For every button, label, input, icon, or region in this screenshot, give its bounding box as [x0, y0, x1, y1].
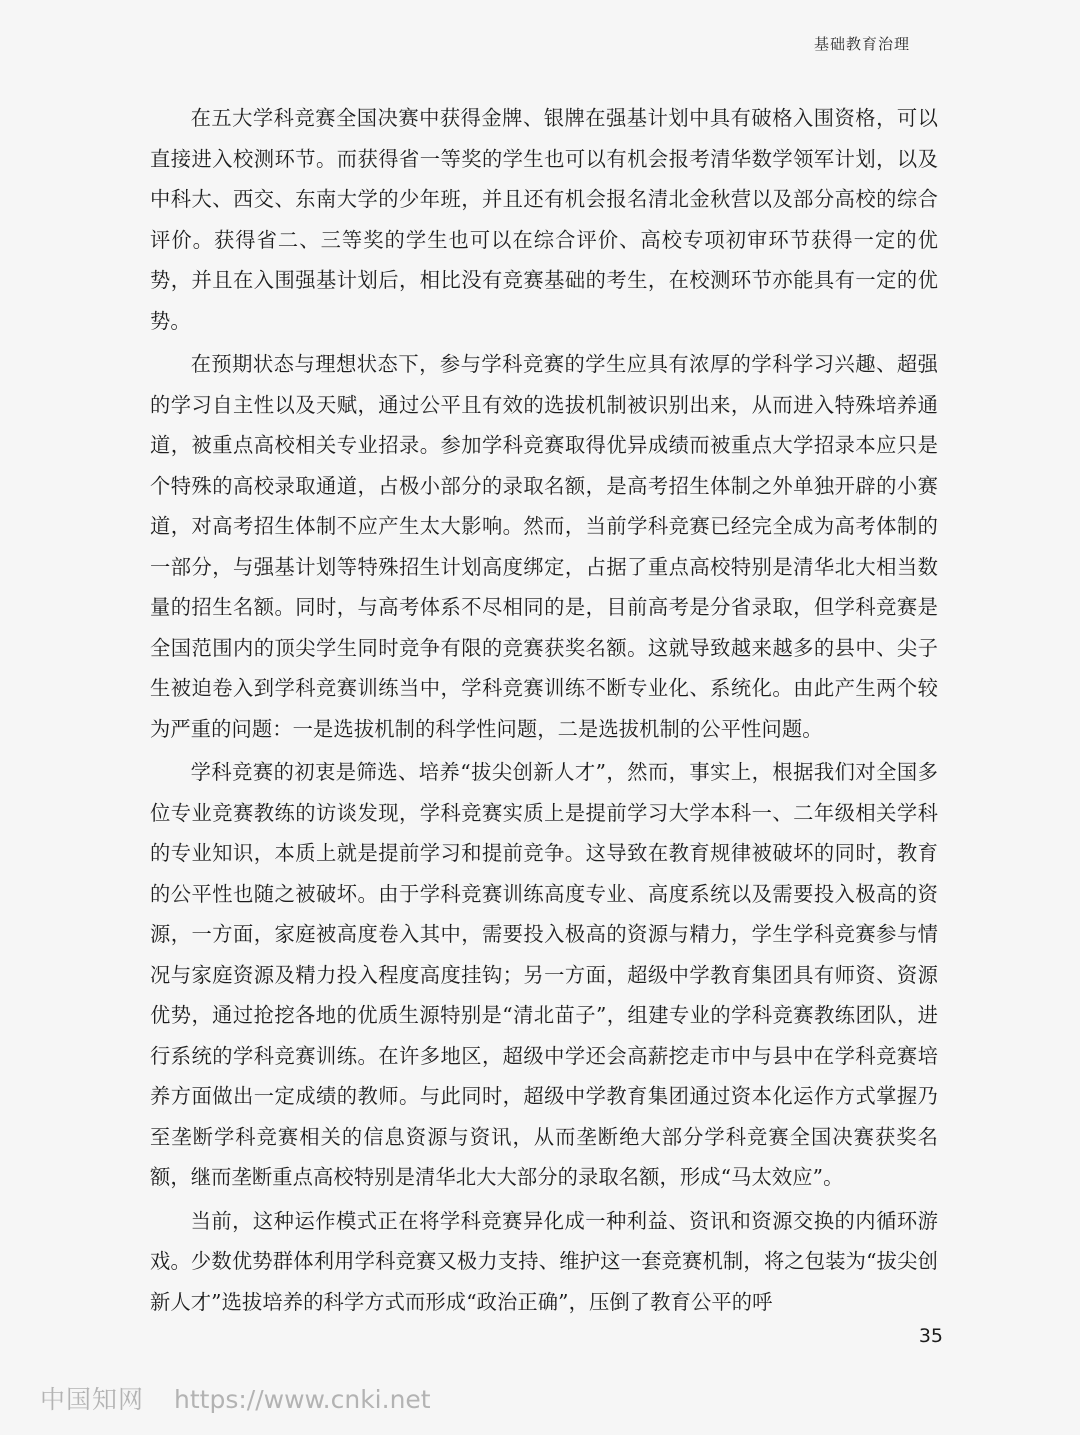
cnki-watermark: [40, 1380, 431, 1416]
page-number: 35: [918, 1325, 943, 1347]
paragraph-3: 学科竞赛的初衷是筛选、培养“拔尖创新人才”，然而，事实上，根据我们对全国多位专业竞赛教练的访谈发现，学科竞赛实质上是提前学习大学本科一、二年级相关学科的专业知识，本质上就是提前学习和提前竞争。这导致在教育规律被破坏的同时，教育的公平性也随之被破坏。由于学科竞赛训练高度专业、高度系统以及需要投入极高的资源，一方面，家庭被高度卷入其中，需要投入极高的资源与精力，学生学科竞赛参与情况与家庭资源及精力投入程度高度挂钩；另一方面，超级中学教育集团具有师资、资源优势，通过抢挖各地的优质生源特别是“清北苗子”，组建专业的学科竞赛教练团队，进行系统的学科竞赛训练。在许多地区，超级中学还会高薪挖走市中与县中在学科竞赛培养方面做出一定成绩的教师。与此同时，超级中学教育集团通过资本化运作方式掌握乃至垄断学科竞赛相关的信息资源与资讯，从而垄断绝大部分学科竞赛全国决赛获奖名额，继而垄断重点高校特别是清华北大大部分的录取名额，形成“马太效应”。: [150, 760, 938, 1189]
watermark-brand: 中国知网: [40, 1385, 145, 1414]
watermark-url[interactable]: https://www.cnki.net: [174, 1385, 431, 1414]
paragraph-2: 在预期状态与理想状态下，参与学科竞赛的学生应具有浓厚的学科学习兴趣、超强的学习自主性以及天赋，通过公平且有效的选拔机制被识别出来，从而进入特殊培养通道，被重点高校相关专业招录。参加学科竞赛取得优异成绩而被重点大学招录本应只是个特殊的高校录取通道，占极小部分的录取名额，是高考招生体制之外单独开辟的小赛道，对高考招生体制不应产生太大影响。然而，当前学科竞赛已经完全成为高考体制的一部分，与强基计划等特殊招生计划高度绑定，占据了重点高校特别是清华北大相当数量的招生名额。同时，与高考体系不尽相同的是，目前高考是分省录取，但学科竞赛是全国范围内的顶尖学生同时竞争有限的竞赛获奖名额。这就导致越来越多的县中、尖子生被迫卷入到学科竞赛训练当中，学科竞赛训练不断专业化、系统化。由此产生两个较为严重的问题：一是选拔机制的科学性问题，二是选拔机制的公平性问题。: [150, 352, 938, 741]
paragraph-1: 在五大学科竞赛全国决赛中获得金牌、银牌在强基计划中具有破格入围资格，可以直接进入校测环节。而获得省一等奖的学生也可以有机会报考清华数学领军计划，以及中科大、西交、东南大学的少年班，并且还有机会报名清北金秋营以及部分高校的综合评价。获得省二、三等奖的学生也可以在综合评价、高校专项初审环节获得一定的优势，并且在入围强基计划后，相比没有竞赛基础的考生，在校测环节亦能具有一定的优势。: [150, 106, 938, 333]
paragraph-4: 当前，这种运作模式正在将学科竞赛异化成一种利益、资讯和资源交换的内循环游戏。少数优势群体利用学科竞赛又极力支持、维护这一套竞赛机制，将之包装为“拔尖创新人才”选拔培养的科学方式而形成“政治正确”，压倒了教育公平的呼: [150, 1208, 938, 1314]
article-body: [150, 98, 938, 1325]
running-header: 基础教育治理: [813, 35, 910, 53]
